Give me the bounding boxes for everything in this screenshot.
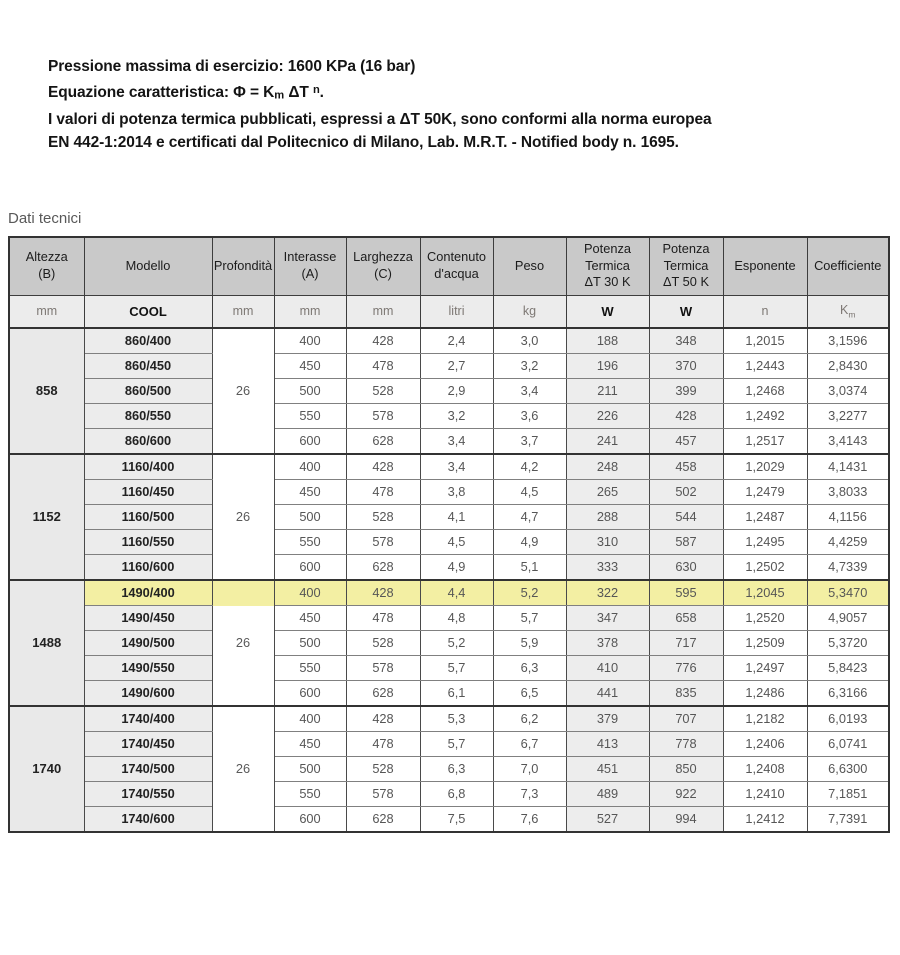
data-cell: 7,5 [420, 806, 493, 832]
section-title: Dati tecnici [8, 209, 82, 227]
unit-label: mm [36, 304, 58, 319]
data-cell: 196 [566, 353, 649, 378]
unit-cell [84, 295, 212, 328]
data-cell: 248 [566, 454, 649, 480]
table-head [9, 237, 889, 328]
data-cell: 3,2 [493, 353, 566, 378]
model-cell: 1490/400 [84, 580, 212, 606]
data-cell: 4,9 [420, 554, 493, 580]
data-cell: 188 [566, 328, 649, 354]
data-cell: 500 [274, 756, 346, 781]
technical-data-table [8, 236, 890, 833]
table-body [9, 328, 889, 832]
column-header-label: Profondità [213, 257, 273, 273]
data-cell: 1,2502 [723, 554, 807, 580]
table-row [9, 504, 889, 529]
unit-label: mm [372, 304, 394, 319]
data-cell: 778 [649, 731, 723, 756]
data-cell: 1,2509 [723, 630, 807, 655]
unit-cell [723, 295, 807, 328]
data-cell: 441 [566, 680, 649, 706]
data-cell: 500 [274, 504, 346, 529]
data-cell: 3,2277 [807, 403, 889, 428]
table-row [9, 630, 889, 655]
unit-label: COOL [129, 303, 167, 319]
data-cell: 6,1 [420, 680, 493, 706]
model-cell: 1160/400 [84, 454, 212, 480]
data-cell: 2,8430 [807, 353, 889, 378]
data-cell: 478 [346, 731, 420, 756]
data-cell: 1,2517 [723, 428, 807, 454]
data-cell: 578 [346, 655, 420, 680]
data-cell: 458 [649, 454, 723, 480]
data-cell: 1,2045 [723, 580, 807, 606]
data-cell: 4,7 [493, 504, 566, 529]
data-cell: 7,6 [493, 806, 566, 832]
data-cell: 3,8033 [807, 479, 889, 504]
data-cell: 478 [346, 353, 420, 378]
data-cell: 1,2487 [723, 504, 807, 529]
model-cell: 1740/600 [84, 806, 212, 832]
data-cell: 413 [566, 731, 649, 756]
header-row [9, 237, 889, 296]
column-header-label: Potenza [584, 241, 631, 257]
data-cell: 226 [566, 403, 649, 428]
data-cell: 478 [346, 479, 420, 504]
table-row [9, 428, 889, 454]
data-cell: 241 [566, 428, 649, 454]
profondita-cell: 26 [212, 328, 274, 454]
column-header-esponente [723, 237, 807, 296]
table-row [9, 529, 889, 554]
data-cell: 4,2 [493, 454, 566, 480]
data-cell: 4,1431 [807, 454, 889, 480]
data-cell: 450 [274, 353, 346, 378]
table-row [9, 781, 889, 806]
intro-line-pressure: Pressione massima di esercizio: 1600 KPa (16 bar) [48, 58, 416, 75]
data-cell: 1,2492 [723, 403, 807, 428]
data-cell: 428 [346, 580, 420, 606]
data-cell: 3,0374 [807, 378, 889, 403]
unit-label: W [679, 303, 693, 319]
data-cell: 776 [649, 655, 723, 680]
altezza-cell: 1740 [9, 706, 84, 832]
data-cell: 211 [566, 378, 649, 403]
data-cell: 550 [274, 529, 346, 554]
model-cell: 1490/450 [84, 605, 212, 630]
data-cell: 1,2443 [723, 353, 807, 378]
column-header-label: ΔT 30 K [584, 274, 631, 290]
model-cell: 860/550 [84, 403, 212, 428]
data-cell: 3,4 [420, 428, 493, 454]
data-cell: 600 [274, 428, 346, 454]
data-cell: 550 [274, 403, 346, 428]
data-cell: 450 [274, 605, 346, 630]
column-header-label: Coefficiente [814, 257, 882, 273]
table-row [9, 806, 889, 832]
unit-cell [274, 295, 346, 328]
data-cell: 528 [346, 378, 420, 403]
data-cell: 6,3 [420, 756, 493, 781]
data-cell: 717 [649, 630, 723, 655]
model-cell: 1740/400 [84, 706, 212, 732]
data-cell: 378 [566, 630, 649, 655]
data-cell: 428 [346, 328, 420, 354]
data-cell: 1,2406 [723, 731, 807, 756]
data-cell: 1,2520 [723, 605, 807, 630]
data-cell: 4,4 [420, 580, 493, 606]
data-cell: 1,2182 [723, 706, 807, 732]
data-cell: 6,5 [493, 680, 566, 706]
model-cell: 1160/550 [84, 529, 212, 554]
data-cell: 500 [274, 378, 346, 403]
unit-label: K [840, 302, 849, 317]
formula-exponent: n [312, 83, 320, 96]
column-header-label: Esponente [734, 257, 796, 273]
data-cell: 450 [274, 479, 346, 504]
data-cell: 5,1 [493, 554, 566, 580]
data-cell: 348 [649, 328, 723, 354]
column-header-label: (A) [301, 266, 319, 282]
data-cell: 6,2 [493, 706, 566, 732]
data-cell: 850 [649, 756, 723, 781]
data-cell: 5,9 [493, 630, 566, 655]
data-cell: 450 [274, 731, 346, 756]
model-cell: 1160/600 [84, 554, 212, 580]
model-cell: 1490/600 [84, 680, 212, 706]
data-cell: 3,4 [420, 454, 493, 480]
unit-label: mm [299, 304, 321, 319]
intro-text-block [48, 55, 860, 155]
column-header-label: Altezza [25, 249, 68, 265]
column-header-label: Contenuto [426, 249, 487, 265]
data-cell: 5,3720 [807, 630, 889, 655]
column-header-label: Interasse [283, 249, 337, 265]
column-header-label: Larghezza [353, 249, 413, 265]
column-header-larghezza [346, 237, 420, 296]
table-row [9, 554, 889, 580]
data-cell: 6,0741 [807, 731, 889, 756]
data-cell: 3,7 [493, 428, 566, 454]
table-row [9, 479, 889, 504]
profondita-cell: 26 [212, 706, 274, 832]
data-cell: 1,2412 [723, 806, 807, 832]
unit-cell [566, 295, 649, 328]
formula-mid: ΔT [284, 83, 313, 101]
data-cell: 5,8423 [807, 655, 889, 680]
data-cell: 5,3 [420, 706, 493, 732]
altezza-cell: 1152 [9, 454, 84, 580]
model-cell: 860/450 [84, 353, 212, 378]
data-cell: 6,0193 [807, 706, 889, 732]
data-cell: 630 [649, 554, 723, 580]
formula-suffix: . [319, 83, 324, 101]
data-cell: 595 [649, 580, 723, 606]
column-header-label: (B) [38, 266, 56, 282]
data-cell: 3,0 [493, 328, 566, 354]
model-cell: 1490/500 [84, 630, 212, 655]
table-row [9, 706, 889, 732]
data-cell: 410 [566, 655, 649, 680]
unit-cell [420, 295, 493, 328]
data-cell: 587 [649, 529, 723, 554]
data-cell: 628 [346, 680, 420, 706]
profondita-cell: 26 [212, 580, 274, 706]
table-row [9, 680, 889, 706]
data-cell: 3,6 [493, 403, 566, 428]
unit-label: kg [522, 304, 537, 319]
data-cell: 600 [274, 680, 346, 706]
data-cell: 399 [649, 378, 723, 403]
column-header-label: ΔT 50 K [662, 274, 709, 290]
table-row [9, 655, 889, 680]
data-cell: 333 [566, 554, 649, 580]
data-cell: 347 [566, 605, 649, 630]
data-cell: 600 [274, 554, 346, 580]
unit-label-subscript: m [848, 309, 856, 320]
data-cell: 550 [274, 655, 346, 680]
column-header-interasse [274, 237, 346, 296]
data-cell: 527 [566, 806, 649, 832]
data-cell: 835 [649, 680, 723, 706]
data-cell: 628 [346, 554, 420, 580]
data-cell: 1,2408 [723, 756, 807, 781]
column-header-peso [493, 237, 566, 296]
intro-line-certification: EN 442-1:2014 e certificati dal Politecnico di Milano, Lab. M.R.T. - Notified body n. 1695. [48, 134, 679, 152]
unit-cell [649, 295, 723, 328]
data-cell: 379 [566, 706, 649, 732]
data-cell: 2,7 [420, 353, 493, 378]
altezza-cell: 858 [9, 328, 84, 454]
data-cell: 3,8 [420, 479, 493, 504]
table-row [9, 605, 889, 630]
data-cell: 1,2495 [723, 529, 807, 554]
data-cell: 4,4259 [807, 529, 889, 554]
data-cell: 5,7 [420, 655, 493, 680]
column-header-contenuto-acqua [420, 237, 493, 296]
data-cell: 428 [346, 454, 420, 480]
profondita-cell: 26 [212, 454, 274, 580]
data-cell: 528 [346, 504, 420, 529]
column-header-potenza-termica-30k [566, 237, 649, 296]
data-cell: 6,3 [493, 655, 566, 680]
data-cell: 457 [649, 428, 723, 454]
unit-label: mm [232, 304, 254, 319]
data-cell: 265 [566, 479, 649, 504]
data-cell: 428 [346, 706, 420, 732]
unit-cell [212, 295, 274, 328]
formula-subscript: m [274, 89, 285, 102]
column-header-label: Peso [514, 257, 545, 273]
data-cell: 370 [649, 353, 723, 378]
data-cell: 400 [274, 706, 346, 732]
data-cell: 7,7391 [807, 806, 889, 832]
data-cell: 500 [274, 630, 346, 655]
data-cell: 628 [346, 428, 420, 454]
data-cell: 1,2497 [723, 655, 807, 680]
data-cell: 6,8 [420, 781, 493, 806]
data-cell: 544 [649, 504, 723, 529]
column-header-potenza-termica-50k [649, 237, 723, 296]
data-cell: 1,2479 [723, 479, 807, 504]
data-cell: 922 [649, 781, 723, 806]
data-cell: 578 [346, 781, 420, 806]
data-cell: 528 [346, 630, 420, 655]
model-cell: 1490/550 [84, 655, 212, 680]
data-cell: 578 [346, 529, 420, 554]
data-cell: 707 [649, 706, 723, 732]
column-header-label: Termica [663, 257, 709, 273]
data-cell: 6,6300 [807, 756, 889, 781]
column-header-label: Modello [125, 257, 171, 273]
data-cell: 428 [649, 403, 723, 428]
data-cell: 2,9 [420, 378, 493, 403]
data-cell: 288 [566, 504, 649, 529]
data-cell: 658 [649, 605, 723, 630]
column-header-label: Termica [585, 257, 630, 273]
data-cell: 7,3 [493, 781, 566, 806]
data-cell: 4,8 [420, 605, 493, 630]
model-cell: 1160/500 [84, 504, 212, 529]
data-cell: 7,0 [493, 756, 566, 781]
data-cell: 4,1156 [807, 504, 889, 529]
data-cell: 7,1851 [807, 781, 889, 806]
altezza-cell: 1488 [9, 580, 84, 706]
intro-line-formula [48, 79, 860, 108]
table-row [9, 378, 889, 403]
data-cell: 994 [649, 806, 723, 832]
model-cell: 1160/450 [84, 479, 212, 504]
column-header-label: Potenza [662, 241, 710, 257]
formula-prefix: Equazione caratteristica: Φ = K [48, 83, 275, 101]
column-header-modello [84, 237, 212, 296]
column-header-altezza [9, 237, 84, 296]
data-cell: 600 [274, 806, 346, 832]
data-cell: 322 [566, 580, 649, 606]
data-cell: 4,9 [493, 529, 566, 554]
data-cell: 3,2 [420, 403, 493, 428]
column-header-profondita [212, 237, 274, 296]
table-row [9, 353, 889, 378]
data-cell: 4,7339 [807, 554, 889, 580]
data-cell: 2,4 [420, 328, 493, 354]
data-cell: 4,1 [420, 504, 493, 529]
data-cell: 1,2486 [723, 680, 807, 706]
data-cell: 310 [566, 529, 649, 554]
model-cell: 860/500 [84, 378, 212, 403]
table-row [9, 756, 889, 781]
model-cell: 1740/550 [84, 781, 212, 806]
data-cell: 4,5 [420, 529, 493, 554]
data-cell: 5,7 [420, 731, 493, 756]
data-cell: 3,4143 [807, 428, 889, 454]
data-cell: 4,5 [493, 479, 566, 504]
data-cell: 528 [346, 756, 420, 781]
data-cell: 451 [566, 756, 649, 781]
data-cell: 1,2468 [723, 378, 807, 403]
model-cell: 860/400 [84, 328, 212, 354]
data-cell: 489 [566, 781, 649, 806]
model-cell: 1740/450 [84, 731, 212, 756]
data-cell: 578 [346, 403, 420, 428]
unit-label: litri [448, 304, 465, 319]
data-cell: 400 [274, 328, 346, 354]
unit-label: n [761, 304, 769, 319]
column-header-coefficiente [807, 237, 889, 296]
table-row [9, 403, 889, 428]
data-cell: 628 [346, 806, 420, 832]
data-cell: 400 [274, 454, 346, 480]
data-cell: 5,2 [493, 580, 566, 606]
table-row [9, 580, 889, 606]
data-cell: 4,9057 [807, 605, 889, 630]
intro-line-norm: I valori di potenza termica pubblicati, espressi a ΔT 50K, sono conformi alla norma europea [48, 110, 712, 128]
data-cell: 6,3166 [807, 680, 889, 706]
table-row [9, 731, 889, 756]
data-cell: 6,7 [493, 731, 566, 756]
unit-cell [346, 295, 420, 328]
unit-cell [493, 295, 566, 328]
units-row [9, 295, 889, 328]
datasheet-page [0, 55, 900, 955]
unit-cell [9, 295, 84, 328]
data-cell: 5,7 [493, 605, 566, 630]
table-row [9, 454, 889, 480]
data-cell: 400 [274, 580, 346, 606]
data-cell: 5,2 [420, 630, 493, 655]
column-header-label: d'acqua [434, 266, 479, 282]
table-row [9, 328, 889, 354]
data-cell: 5,3470 [807, 580, 889, 606]
model-cell: 860/600 [84, 428, 212, 454]
unit-cell [807, 295, 889, 328]
column-header-label: (C) [374, 266, 392, 282]
data-cell: 1,2015 [723, 328, 807, 354]
data-cell: 502 [649, 479, 723, 504]
model-cell: 1740/500 [84, 756, 212, 781]
data-cell: 1,2410 [723, 781, 807, 806]
data-cell: 3,1596 [807, 328, 889, 354]
data-cell: 3,4 [493, 378, 566, 403]
data-cell: 1,2029 [723, 454, 807, 480]
unit-label: W [601, 303, 614, 319]
data-cell: 478 [346, 605, 420, 630]
data-cell: 550 [274, 781, 346, 806]
